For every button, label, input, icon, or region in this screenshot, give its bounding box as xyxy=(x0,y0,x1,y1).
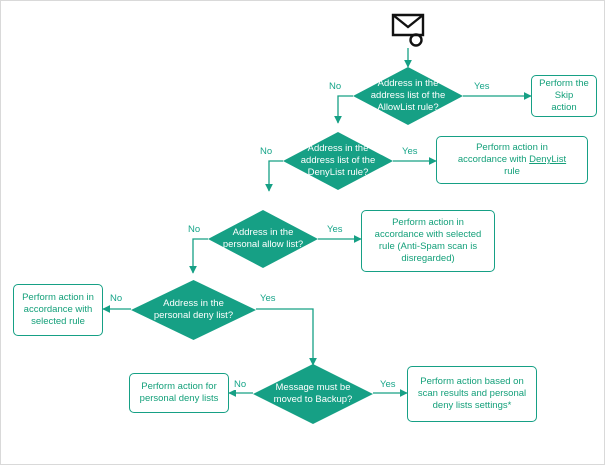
decision-personal-deny-list[interactable] xyxy=(131,280,256,340)
decision-personal-allow-list[interactable] xyxy=(208,210,318,268)
decision-denylist[interactable] xyxy=(283,132,393,190)
action-scan-results[interactable] xyxy=(407,366,537,422)
action-personal-deny-lists-label: Perform action for personal deny lists xyxy=(139,381,219,404)
denylist-link[interactable]: DenyList xyxy=(529,154,567,165)
action-selected-rule-label: Perform action in accordance with selected rule xyxy=(22,292,94,327)
decision-personal-allow-list-label: Address in the personal allow list? xyxy=(222,227,304,250)
edge-label-allowlist-yes: Yes xyxy=(474,81,490,92)
action-denylist-rule-label: Perform action in accordance with DenyList rule xyxy=(457,142,567,177)
action-skip[interactable] xyxy=(531,75,597,117)
decision-move-to-backup-label: Message must be moved to Backup? xyxy=(273,382,353,405)
action-personal-deny-lists[interactable] xyxy=(129,373,229,413)
edge-label-personal-deny-no: No xyxy=(110,293,123,304)
edge-label-denylist-yes: Yes xyxy=(402,146,418,157)
edge-label-personal-deny-yes: Yes xyxy=(260,293,276,304)
decision-allowlist-label: Address in the address list of the AllowList rule? xyxy=(370,78,446,113)
edge-label-backup-no: No xyxy=(234,379,247,390)
edge-label-personal-allow-yes: Yes xyxy=(327,224,343,235)
action-denylist-rule[interactable] xyxy=(436,136,588,184)
edge-label-backup-yes: Yes xyxy=(380,379,396,390)
edge-label-personal-allow-no: No xyxy=(188,224,201,235)
mail-envelope-icon xyxy=(390,9,428,49)
action-selected-rule-antispam-label: Perform action in accordance with selected rule (Anti-Spam scan is disregarded) xyxy=(374,217,482,264)
decision-allowlist[interactable] xyxy=(353,67,463,125)
edge-label-allowlist-no: No xyxy=(329,81,342,92)
action-selected-rule-antispam[interactable] xyxy=(361,210,495,272)
action-skip-label: Perform the Skip action xyxy=(539,78,589,113)
action-scan-results-label: Perform action based on scan results and personal deny lists settings* xyxy=(417,376,527,411)
edge-label-denylist-no: No xyxy=(260,146,273,157)
decision-personal-deny-list-label: Address in the personal deny list? xyxy=(153,298,234,321)
decision-move-to-backup[interactable] xyxy=(253,364,373,424)
decision-denylist-label: Address in the address list of the DenyList rule? xyxy=(300,143,376,178)
action-selected-rule[interactable] xyxy=(13,284,103,336)
